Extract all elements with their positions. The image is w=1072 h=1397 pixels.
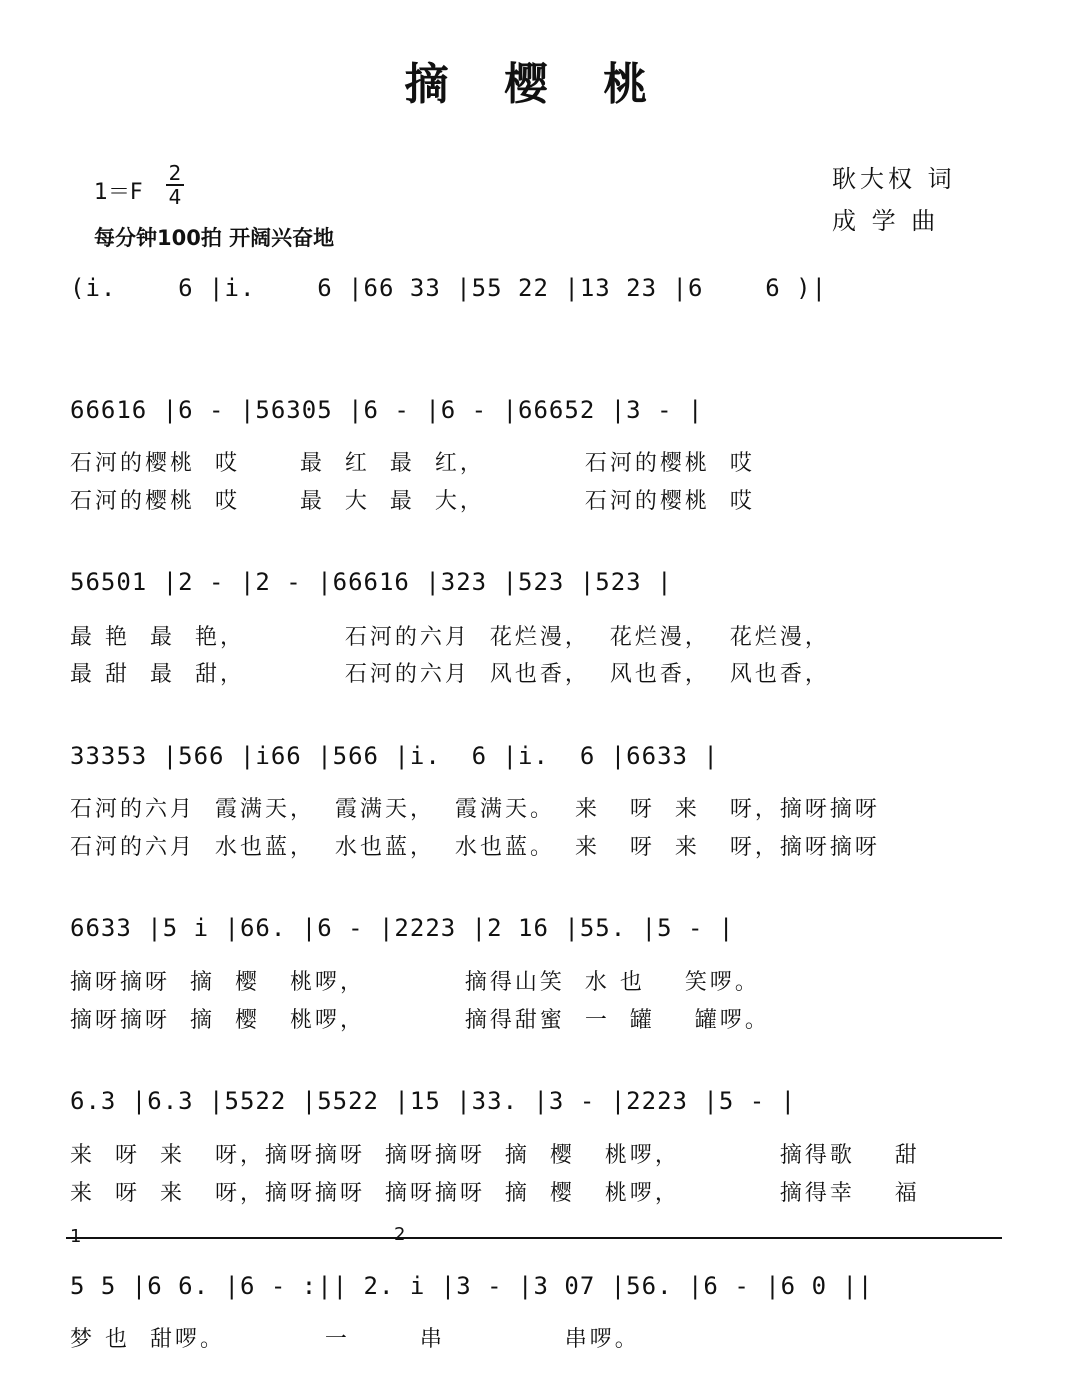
music-system-1 [66, 390, 1012, 434]
music-system-6 [66, 1266, 1012, 1310]
notation-line: 6633 |5 i |66. |6 - |2223 |2 16 |55. |5 - | [70, 914, 735, 942]
notation-line: 33353 |566 |i66 |566 |i. 6 |i. 6 |6633 | [70, 742, 719, 770]
song-title: 摘 樱 桃 [404, 59, 668, 110]
lyric-verse-1: 来 呀 来 呀，摘呀摘呀 摘呀摘呀 摘 樱 桃啰， 摘得歌 甜 [70, 1143, 920, 1168]
tempo-marking: 每分钟100拍 开阔兴奋地 [94, 226, 335, 250]
lyric-verse-2: 摘呀摘呀 摘 樱 桃啰， 摘得甜蜜 一 罐 罐啰。 [70, 1008, 770, 1033]
volta-line [66, 1237, 1002, 1239]
time-signature-bottom: 4 [168, 185, 182, 209]
notation-line: 56501 |2 - |2 - |66616 |323 |523 |523 | [70, 568, 673, 596]
music-system-3 [66, 736, 1012, 780]
notation-line: 6.3 |6.3 |5522 |5522 |15 |33. |3 - |2223 |5 - | [70, 1087, 797, 1115]
music-system-intro [66, 268, 1012, 312]
notation-line: 5 5 |6 6. |6 - :|| 2. i |3 - |3 07 |56. |6 - |6 0 || [70, 1272, 874, 1300]
key-signature: 1＝F [94, 180, 143, 205]
second-ending-bracket: 2 [394, 1224, 406, 1245]
music-system-4 [66, 908, 1012, 952]
notation-line: 66616 |6 - |56305 |6 - |6 - |66652 |3 - | [70, 396, 704, 424]
music-system-5 [66, 1081, 1012, 1125]
lyric-verse-1: 梦 也 甜啰。 一 串 串啰。 [70, 1327, 640, 1352]
credits [832, 158, 956, 242]
lyric-verse-2: 石河的樱桃 哎 最 大 最 大， 石河的樱桃 哎 [70, 489, 755, 514]
lyric-verse-2: 来 呀 来 呀，摘呀摘呀 摘呀摘呀 摘 樱 桃啰， 摘得幸 福 [70, 1181, 920, 1206]
lyric-verse-1: 石河的六月 霞满天， 霞满天， 霞满天。 来 呀 来 呀，摘呀摘呀 [70, 797, 880, 822]
lyricist-credit: 耿大权 词 [832, 165, 956, 193]
lyric-verse-1: 石河的樱桃 哎 最 红 最 红， 石河的樱桃 哎 [70, 451, 755, 476]
composer-credit: 成 学 曲 [832, 207, 940, 235]
music-system-2 [66, 562, 1012, 606]
lyric-verse-1: 最 艳 最 艳， 石河的六月 花烂漫， 花烂漫， 花烂漫， [70, 625, 830, 650]
time-signature [166, 162, 184, 208]
lyric-verse-1: 摘呀摘呀 摘 樱 桃啰， 摘得山笑 水 也 笑啰。 [70, 970, 760, 995]
time-signature-top: 2 [166, 162, 184, 186]
notation-line: (i. 6 |i. 6 |66 33 |55 22 |13 23 |6 6 )| [70, 274, 828, 302]
lyric-verse-2: 最 甜 最 甜， 石河的六月 风也香， 风也香， 风也香， [70, 662, 830, 687]
lyric-verse-2: 石河的六月 水也蓝， 水也蓝， 水也蓝。 来 呀 来 呀，摘呀摘呀 [70, 835, 880, 860]
first-ending-bracket: 1 [70, 1226, 82, 1247]
